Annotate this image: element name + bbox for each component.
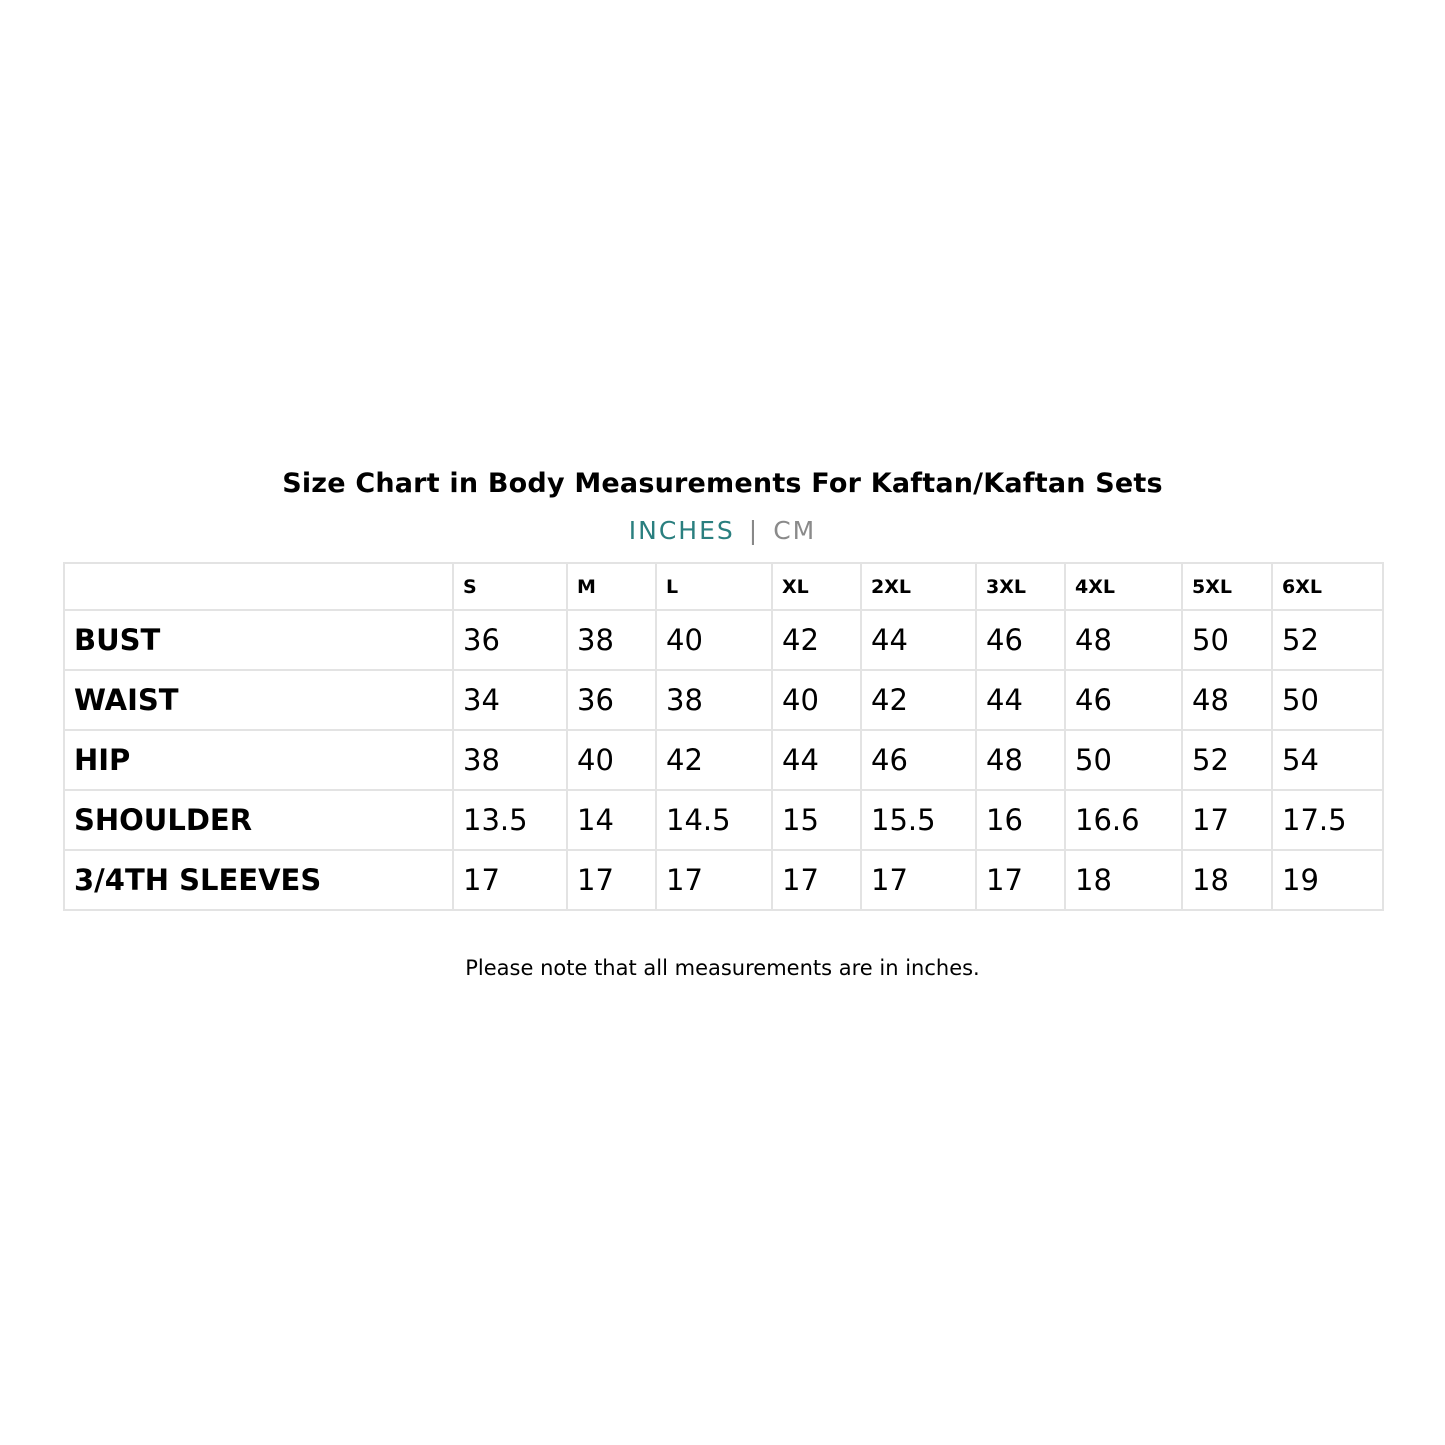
measurement-cell: 40 (656, 610, 772, 670)
measurement-cell: 17.5 (1272, 790, 1383, 850)
measurement-cell: 18 (1065, 850, 1182, 910)
size-header-cell: 3XL (976, 563, 1065, 610)
measurement-cell: 42 (772, 610, 861, 670)
page-title: Size Chart in Body Measurements For Kaftan/Kaftan Sets (282, 468, 1163, 499)
size-header-cell: 5XL (1182, 563, 1272, 610)
row-label: 3/4TH SLEEVES (64, 850, 453, 910)
measurement-cell: 48 (1182, 670, 1272, 730)
measurement-cell: 14 (567, 790, 656, 850)
size-header-cell: L (656, 563, 772, 610)
size-header-cell: S (453, 563, 567, 610)
measurement-cell: 14.5 (656, 790, 772, 850)
measurement-cell: 36 (567, 670, 656, 730)
measurement-cell: 18 (1182, 850, 1272, 910)
measurement-cell: 17 (861, 850, 976, 910)
measurement-cell: 46 (976, 610, 1065, 670)
size-chart-table (63, 562, 1384, 911)
size-header-cell: 2XL (861, 563, 976, 610)
measurement-cell: 52 (1272, 610, 1383, 670)
unit-cm-tab[interactable]: CM (773, 516, 817, 545)
measurement-cell: 44 (861, 610, 976, 670)
measurement-cell: 17 (1182, 790, 1272, 850)
size-header-row (64, 563, 1383, 610)
measurement-cell: 38 (567, 610, 656, 670)
table-row-hip (64, 730, 1383, 790)
measurement-cell: 42 (656, 730, 772, 790)
measurement-cell: 40 (772, 670, 861, 730)
unit-toggle (0, 512, 1445, 550)
measurement-cell: 52 (1182, 730, 1272, 790)
measurement-cell: 40 (567, 730, 656, 790)
measurement-note: Please note that all measurements are in inches. (465, 956, 980, 980)
row-label: SHOULDER (64, 790, 453, 850)
measurement-cell: 19 (1272, 850, 1383, 910)
measurement-cell: 50 (1272, 670, 1383, 730)
measurement-cell: 17 (453, 850, 567, 910)
header-corner-cell (64, 563, 453, 610)
measurement-cell: 17 (656, 850, 772, 910)
row-label: HIP (64, 730, 453, 790)
measurement-cell: 17 (976, 850, 1065, 910)
measurement-cell: 48 (1065, 610, 1182, 670)
row-label: WAIST (64, 670, 453, 730)
table-row-waist (64, 670, 1383, 730)
measurement-cell: 17 (567, 850, 656, 910)
measurement-cell: 38 (656, 670, 772, 730)
measurement-cell: 54 (1272, 730, 1383, 790)
measurement-cell: 15.5 (861, 790, 976, 850)
size-header-cell: M (567, 563, 656, 610)
table-row-shoulder (64, 790, 1383, 850)
size-header-cell: 6XL (1272, 563, 1383, 610)
measurement-cell: 16 (976, 790, 1065, 850)
size-header-cell: XL (772, 563, 861, 610)
table-row-bust (64, 610, 1383, 670)
measurement-cell: 50 (1065, 730, 1182, 790)
measurement-cell: 44 (976, 670, 1065, 730)
unit-inches-tab[interactable]: INCHES (628, 516, 735, 545)
measurement-cell: 44 (772, 730, 861, 790)
measurement-cell: 36 (453, 610, 567, 670)
measurement-cell: 16.6 (1065, 790, 1182, 850)
measurement-cell: 46 (861, 730, 976, 790)
measurement-cell: 48 (976, 730, 1065, 790)
measurement-cell: 13.5 (453, 790, 567, 850)
measurement-cell: 46 (1065, 670, 1182, 730)
unit-separator: | (748, 516, 760, 545)
measurement-cell: 17 (772, 850, 861, 910)
row-label: BUST (64, 610, 453, 670)
measurement-cell: 38 (453, 730, 567, 790)
measurement-cell: 42 (861, 670, 976, 730)
size-header-cell: 4XL (1065, 563, 1182, 610)
table-row-sleeves (64, 850, 1383, 910)
measurement-cell: 50 (1182, 610, 1272, 670)
measurement-cell: 34 (453, 670, 567, 730)
measurement-cell: 15 (772, 790, 861, 850)
